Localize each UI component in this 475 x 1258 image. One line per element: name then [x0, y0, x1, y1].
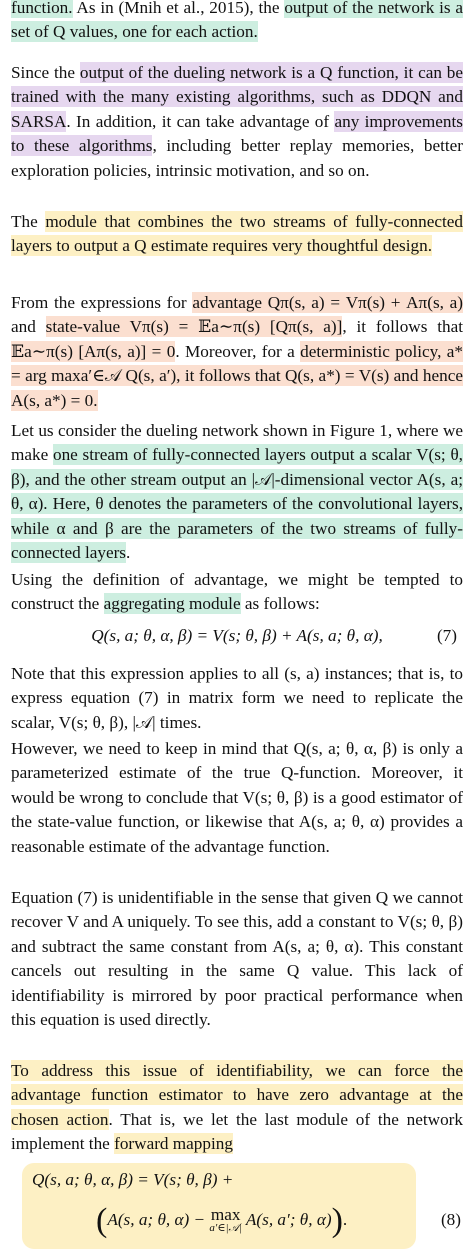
- paragraph-intro: [11, 0, 463, 45]
- highlight-two-streams: one stream of fully-connected layers output a scalar V(s; θ, β), and the other stream output an |𝒜|-dimensional vector A(s, a; θ, α). Here, θ denotes the parameters of the convolutional layers, while α and β are the parameters of the two streams of fully-connected layers: [11, 445, 463, 563]
- highlight-improvements: any improvements to these algorithms: [11, 111, 463, 156]
- highlight-module-design: module that combines the two streams of fully-connected layers to output a Q estimate requires very thoughtful design.: [11, 212, 463, 256]
- open-paren: (: [96, 1202, 108, 1239]
- equation-8-number: (8): [440, 1210, 461, 1229]
- close-paren: ): [331, 1202, 343, 1239]
- highlight-state-value-definition: state-value Vπ(s) = 𝔼a∼π(s) [Qπ(s, a)]: [45, 317, 343, 337]
- text-span: Since the: [11, 63, 80, 82]
- text-span: and: [11, 317, 46, 337]
- text-span: , it follows that: [342, 317, 463, 337]
- highlight-forward-mapping: forward mapping: [114, 1134, 233, 1154]
- highlight-output-q-values: output of the network is a set of Q values, one for each action.: [11, 0, 463, 42]
- text-span: , including better replay memories, better exploration policies, intrinsic motivation, and so on.: [11, 136, 463, 180]
- text-span: From the expressions for: [11, 293, 193, 312]
- paragraph-module-design: [11, 210, 463, 259]
- text-span: .: [126, 543, 131, 563]
- text-span: as follows:: [240, 594, 320, 614]
- text-span: Let us consider the dueling network shown in Figure 1, where we make: [11, 421, 463, 465]
- text-span: As in (Mnih et al., 2015), the: [72, 0, 285, 17]
- equation-7-number: (7): [436, 626, 457, 645]
- text-span: The: [11, 212, 46, 231]
- paragraph-advantage-expressions: [11, 291, 463, 413]
- highlight-expectation-zero: 𝔼a∼π(s) [Aπ(s, a)] = 0: [11, 341, 176, 361]
- paragraph-aggregating-module: [11, 568, 463, 617]
- text-span: . In addition, it can take advantage of: [66, 111, 335, 131]
- max-label: max: [210, 1205, 241, 1224]
- equation-8-left-term: A(s, a; θ, α) −: [107, 1210, 210, 1229]
- text-span: . That is, we let the last module of the network implement the: [11, 1109, 463, 1154]
- equation-8-period: .: [342, 1210, 348, 1229]
- highlight-advantage-definition: advantage Qπ(s, a) = Vπ(s) + Aπ(s, a): [192, 293, 463, 312]
- text-span: . Moreover, for a: [175, 341, 301, 361]
- paragraph-dueling-output: [11, 61, 463, 183]
- paragraph-parameterized-estimate: However, we need to keep in mind that Q(s, a; θ, α, β) is only a parameterized estimate of the true Q-function. Moreover, it would be wrong to conclude that V(s; θ, β) is a good estimator of the state-value function, or likewise that A(s, a; θ, α) provides a reasonable estimate of the advantage function.: [11, 739, 463, 856]
- highlight-zero-advantage: To address this issue of identifiability, we can force the advantage function estimator to have zero advantage at the chosen action: [11, 1061, 463, 1129]
- max-subscript: a′∈|𝒜|: [209, 1222, 242, 1234]
- paragraph-identifiability-fix: [11, 1059, 463, 1157]
- equation-8-right-term: A(s, a′; θ, α): [241, 1210, 332, 1229]
- highlight-trained-with-algorithms: output of the dueling network is a Q function, it can be trained with the many existing algorithms, such as DDQN and SARSA: [11, 63, 463, 131]
- paragraph-matrix-form: Note that this expression applies to all (s, a) instances; that is, to express equation (7) in matrix form we need to replicate the scalar, V(s; θ, β), |𝒜| times.: [11, 664, 463, 732]
- text-span: Using the definition of advantage, we might be tempted to construct the: [11, 570, 463, 614]
- paragraph-unidentifiable: Equation (7) is unidentifiable in the sense that given Q we cannot recover V and A uniquely. To see this, add a constant to V(s; θ, β) and subtract the same constant from A(s, a; θ, α). This constant cancels out resulting in the same Q value. This lack of identifiability is mirrored by poor practical performance when this equation is used directly.: [11, 888, 463, 1030]
- highlight-function: function.: [11, 0, 73, 18]
- paragraph-dueling-network: [11, 419, 463, 565]
- highlight-aggregating-module: aggregating module: [103, 594, 241, 614]
- equation-7-body: Q(s, a; θ, α, β) = V(s; θ, β) + A(s, a; θ, α),: [91, 626, 383, 645]
- equation-7: [11, 624, 463, 648]
- max-operator: [209, 1205, 242, 1234]
- highlight-deterministic-policy: deterministic policy, a* = arg maxa′∈𝒜 Q(s, a′), it follows that Q(s, a*) = V(s) and hence A(s, a*) = 0.: [11, 341, 464, 410]
- equation-8-line-1: Q(s, a; θ, α, β) = V(s; θ, β) +: [32, 1170, 234, 1189]
- equation-8-line-2: [96, 1202, 348, 1239]
